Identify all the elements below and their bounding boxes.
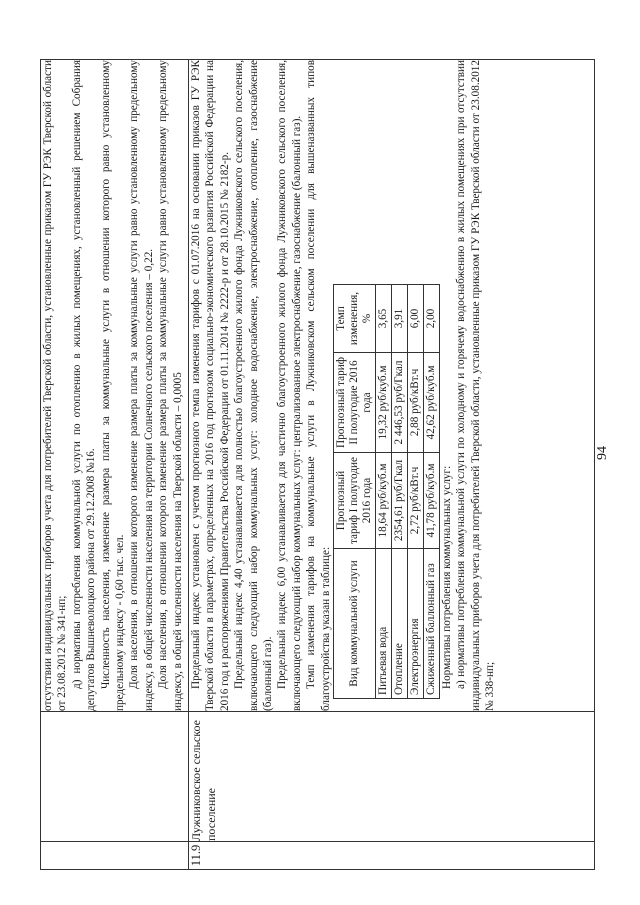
section-paragraph-2: Предельный индекс 4,40 устанавливается для полностью благоустроенного жилого фонда Лужниковского сельского поселения, включающего следующий набор коммунальных услуг: холодное водоснабжение, электроснабжение, отопление, газоснабжение (балонный газ).	[233, 60, 275, 711]
cell-tariff-h1: 18,64 руб/куб.м	[376, 453, 392, 549]
prev-paragraph-5: Доля населения, в отношении которого изменение размера платы за коммунальные услуги равно установленному предельному индексу, в общей численности населения на Тверской области – 0,0005	[157, 60, 184, 711]
cell-change: 6,00	[408, 285, 424, 353]
table-row	[392, 285, 408, 699]
cell-tariff-h2: 2 446,53 руб/Гкал	[392, 353, 408, 453]
table-row	[376, 285, 392, 699]
cell-change: 2,00	[424, 285, 440, 353]
cell-change: 3,91	[392, 285, 408, 353]
header-tariff-h2: Прогнозный тариф II полугодие 2016 года	[334, 353, 376, 453]
cell-tariff-h1: 41,78 руб/куб.м	[424, 453, 440, 549]
row-number-cell-empty	[41, 842, 189, 870]
prev-paragraph-1: отсутствии индивидуальных приборов учета для потребителей Тверской области, установленные приказом ГУ РЭК Тверской области от 23.08.2012 № 341-нп;	[42, 60, 69, 711]
cell-tariff-h1: 2,72 руб/кВт.ч	[408, 453, 424, 549]
table-row	[408, 285, 424, 699]
table-row	[424, 285, 440, 699]
section-paragraph-1: Предельный индекс установлен с учетом прогнозного темпа изменения тарифов с 01.07.2016 на основании приказов ГУ РЭК Тверской области в параметрах, определенных на 2016 год прогнозом социально-экономического развития Российской Федерации на 2016 год и распоряжениями Правительства Российской Федерации от 01.11.2014 № 2222-р и от 28.10.2015 № 2182-р.	[190, 60, 231, 711]
tariff-table	[333, 284, 440, 699]
section-paragraph-norms-a: а) нормативы потребления коммунальной услуги по холодному и горячему водоснабжению в жилых помещениях при отсутствии индивидуальных приборов учета для потребителей Тверской области, установленные приказом ГУ РЭК Тверской области от 23.08.2012 № 338-нп;	[455, 60, 497, 711]
tariff-table-header	[334, 285, 376, 699]
cell-tariff-h2: 42,62 руб/куб.м	[424, 353, 440, 453]
cell-tariff-h2: 2,88 руб/кВт.ч	[408, 353, 424, 453]
cell-service: Сжиженный баллонный газ	[424, 549, 440, 699]
prev-paragraph-3: Численность населения, изменение размера платы за коммунальные услуги в отношении которого равно установленному предельному индексу - 0,60 тыс. чел.	[99, 60, 127, 711]
page-number: 94	[595, 446, 610, 460]
section-name: Лужниковское сельское поселение	[189, 712, 595, 842]
table-row-previous	[41, 60, 189, 870]
prev-paragraph-4: Доля населения, в отношении которого изменение размера платы за коммунальные услуги равно установленному предельному индексу, в общей численности населения на территории Солнечного сельского поселения – 0,22.	[128, 60, 155, 711]
section-content	[189, 60, 595, 712]
document-table	[40, 59, 595, 870]
cell-service: Питьевая вода	[376, 549, 392, 699]
rotated-page	[40, 60, 595, 870]
table-row-luzhnikovskoe	[189, 60, 595, 870]
cell-tariff-h2: 19,32 руб/куб.м	[376, 353, 392, 453]
cell-service: Электроэнергия	[408, 549, 424, 699]
previous-section-content	[41, 60, 189, 712]
cell-tariff-h1: 2354,61 руб/Гкал	[392, 453, 408, 549]
prev-paragraph-2: д) нормативы потребления коммунальной услуги по отоплению в жилых помещениях, установленный решением Собрания депутатов Вышневолоцкого района от 29.12.2008 №16.	[70, 60, 98, 711]
header-change-rate: Темп изменения, %	[334, 285, 376, 353]
section-paragraph-norms: Нормативы потребления коммунальных услуг:	[441, 465, 454, 689]
header-tariff-h1: Прогнозный тариф I полугодие 2016 года	[334, 453, 376, 549]
cell-service: Отопление	[392, 549, 408, 699]
header-service-type: Вид коммунальной услуги	[334, 549, 376, 699]
section-number: 11.9	[189, 842, 595, 870]
section-paragraph-4: Темп изменения тарифов на коммунальные услуги в Лужниковском сельском поселении для вышеназванных типов благоустройства указан в таблице:	[305, 60, 332, 711]
row-name-cell-empty	[41, 712, 189, 842]
cell-change: 3,65	[376, 285, 392, 353]
section-paragraph-3: Предельный индекс 6,00 устанавливается для частично благоустроенного жилого фонда Лужниковского сельского поселения, включающего следующий набор коммунальных услуг: централизованное электроснабжение, газоснабжение (балонный газ).	[276, 60, 303, 711]
